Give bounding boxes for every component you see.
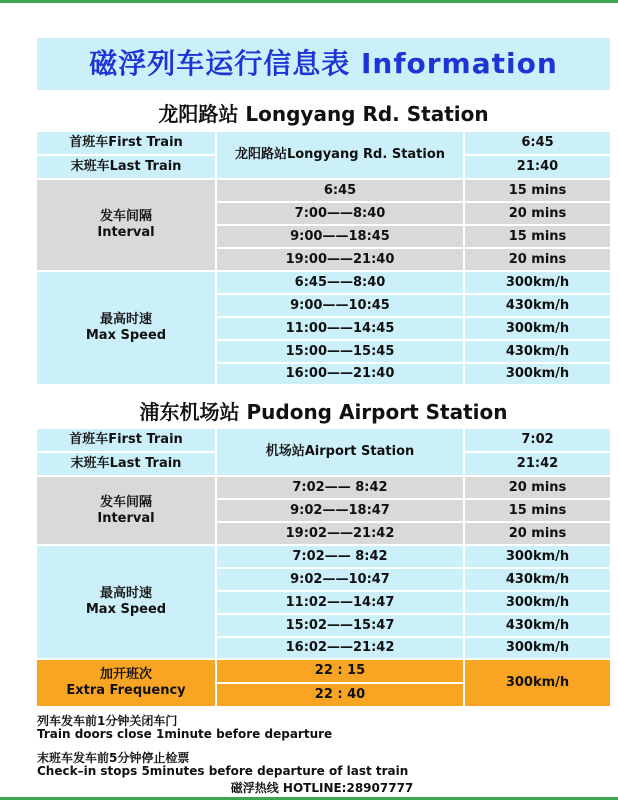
extra-speed: 300km/h [465,660,610,706]
speed-value: 300km/h [465,546,610,567]
longyang-departure-station: 龙阳路站Longyang Rd. Station [217,132,463,178]
top-border [0,0,618,3]
interval-value: 15 mins [465,180,610,201]
pudong-speed-cn: 最高时速 [99,586,152,601]
extra-time: 22 : 40 [217,684,463,706]
pudong-last-train-label: 末班车Last Train [37,453,215,475]
note-checkin-cn: 末班车发车前5分钟停止检票 [37,751,190,765]
interval-value: 20 mins [465,249,610,270]
longyang-first-train-label: 首班车First Train [37,132,215,154]
interval-time: 9:02——18:47 [217,500,463,521]
pudong-last-train-time: 21:42 [465,453,610,475]
interval-value: 15 mins [465,226,610,247]
speed-value: 300km/h [465,272,610,293]
speed-time: 16:00——21:40 [217,364,463,384]
longyang-speed-cn: 最高时速 [99,312,152,327]
note-door-cn: 列车发车前1分钟关闭车门 [37,714,178,728]
pudong-interval-label [37,477,215,544]
extra-frequency-label [37,660,215,706]
interval-time: 7:02—— 8:42 [217,477,463,498]
hotline: 磁浮热线 HOTLINE:28907777 [230,781,414,795]
note-checkin-en: Check–in stops 5minutes before departure of last train [37,764,409,778]
speed-value: 430km/h [465,569,610,590]
speed-time: 11:02——14:47 [217,592,463,613]
speed-value: 300km/h [465,318,610,339]
longyang-station-title: 龙阳路站 Longyang Rd. Station [158,102,489,126]
speed-time: 15:00——15:45 [217,341,463,362]
interval-time: 9:00——18:45 [217,226,463,247]
pudong-table [37,429,610,706]
pudong-speed-label [37,546,215,658]
interval-value: 20 mins [465,203,610,224]
interval-time: 6:45 [217,180,463,201]
pudong-speed-en: Max Speed [85,602,167,617]
interval-value: 20 mins [465,523,610,544]
longyang-speed-en: Max Speed [85,328,167,343]
interval-value: 20 mins [465,477,610,498]
speed-time: 15:02——15:47 [217,615,463,636]
speed-value: 300km/h [465,592,610,613]
longyang-first-train-time: 6:45 [465,132,610,154]
longyang-last-train-label: 末班车Last Train [37,156,215,178]
pudong-first-train-label: 首班车First Train [37,429,215,451]
speed-value: 430km/h [465,615,610,636]
interval-time: 19:00——21:40 [217,249,463,270]
speed-time: 7:02—— 8:42 [217,546,463,567]
page-title: 磁浮列车运行信息表 Information [37,38,610,90]
speed-time: 11:00——14:45 [217,318,463,339]
longyang-table [37,132,610,384]
speed-value: 430km/h [465,341,610,362]
pudong-departure-station: 机场站Airport Station [217,429,463,475]
speed-time: 16:02——21:42 [217,638,463,658]
longyang-interval-label [37,180,215,270]
longyang-speed-label [37,272,215,384]
interval-time: 19:02——21:42 [217,523,463,544]
interval-value: 15 mins [465,500,610,521]
speed-value: 300km/h [465,638,610,658]
pudong-interval-en: Interval [97,510,155,526]
speed-time: 9:00——10:45 [217,295,463,316]
extra-frequency-en: Extra Frequency [66,683,186,698]
speed-value: 430km/h [465,295,610,316]
pudong-first-train-time: 7:02 [465,429,610,451]
interval-time: 7:00——8:40 [217,203,463,224]
pudong-interval-cn: 发车间隔 [99,494,152,510]
longyang-interval-cn: 发车间隔 [99,209,152,224]
speed-time: 6:45——8:40 [217,272,463,293]
extra-frequency-cn: 加开班次 [99,667,152,682]
note-door-en: Train doors close 1minute before departure [37,727,333,741]
speed-value: 300km/h [465,364,610,384]
speed-time: 9:02——10:47 [217,569,463,590]
longyang-last-train-time: 21:40 [465,156,610,178]
longyang-interval-en: Interval [97,225,155,240]
pudong-station-title: 浦东机场站 Pudong Airport Station [139,400,508,424]
extra-time: 22 : 15 [217,660,463,682]
